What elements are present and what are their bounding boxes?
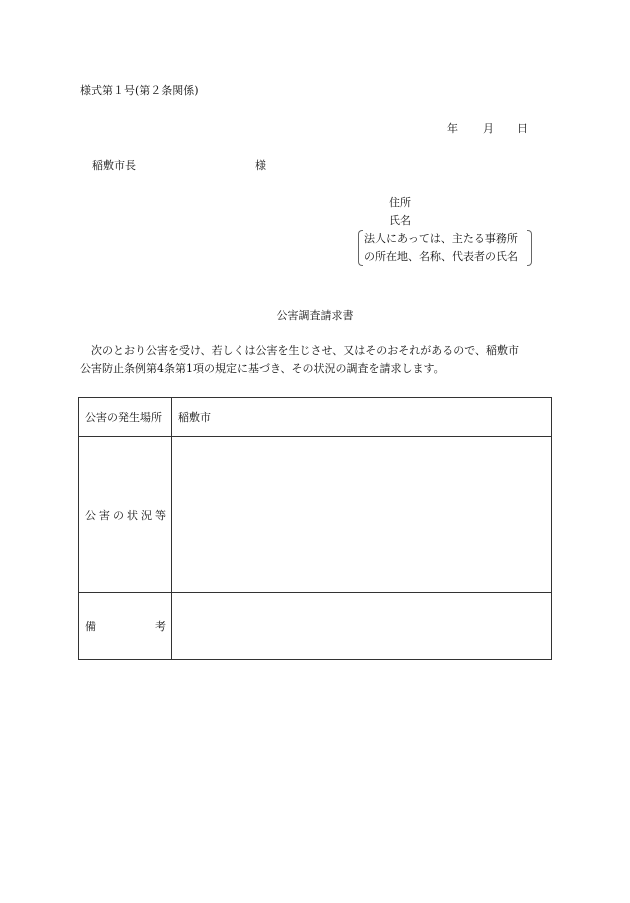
body-text-line2: 公害防止条例第4条第1項の規定に基づき、その状況の調査を請求します。	[80, 362, 445, 375]
location-value-cell[interactable]	[172, 398, 552, 437]
document-title: 公害調査請求書	[276, 309, 354, 322]
status-label-char: 状	[127, 508, 138, 522]
body-text	[80, 342, 560, 378]
location-label: 公害の発生場所	[85, 411, 162, 424]
date-year-label: 年	[447, 122, 458, 135]
body-text-line1-content: 次のとおり公害を受け、若しくは公害を生じさせ、又はそのおそれがあるので、稲敷市	[91, 344, 520, 357]
body-text-line1	[80, 342, 560, 360]
remarks-label	[79, 618, 171, 634]
table-row-remarks	[79, 593, 552, 660]
corporate-note-line2: の所在地、名称、代表者の氏名	[364, 250, 518, 263]
status-label-cell	[79, 437, 172, 593]
table-row-status	[79, 437, 552, 593]
status-label-char: の	[113, 508, 124, 522]
status-value-cell[interactable]	[172, 437, 552, 593]
applicant-address-label: 住所	[389, 196, 411, 209]
status-label-char: 公	[85, 508, 96, 522]
remarks-label-char: 考	[155, 620, 166, 633]
status-label-char: 況	[141, 508, 152, 522]
left-bracket	[358, 230, 363, 266]
date-day-label: 日	[517, 122, 528, 135]
request-table	[78, 397, 552, 660]
status-label	[79, 507, 171, 523]
right-bracket	[527, 230, 532, 266]
addressee-city-mayor: 稲敷市長	[92, 159, 136, 172]
corporate-note	[358, 230, 532, 266]
corporate-note-line1: 法人にあっては、主たる事務所	[364, 232, 518, 245]
date-month-label: 月	[483, 122, 494, 135]
addressee-honorific: 様	[255, 159, 266, 172]
remarks-label-cell	[79, 593, 172, 660]
status-label-char: 等	[155, 508, 166, 522]
applicant-name-label: 氏名	[389, 214, 411, 227]
remarks-label-char: 備	[85, 620, 96, 633]
table-row-location	[79, 398, 552, 437]
status-label-char: 害	[99, 508, 110, 522]
location-value: 稲敷市	[178, 411, 211, 424]
form-number: 様式第１号(第２条関係)	[80, 84, 199, 97]
remarks-value-cell[interactable]	[172, 593, 552, 660]
location-label-cell	[79, 398, 172, 437]
